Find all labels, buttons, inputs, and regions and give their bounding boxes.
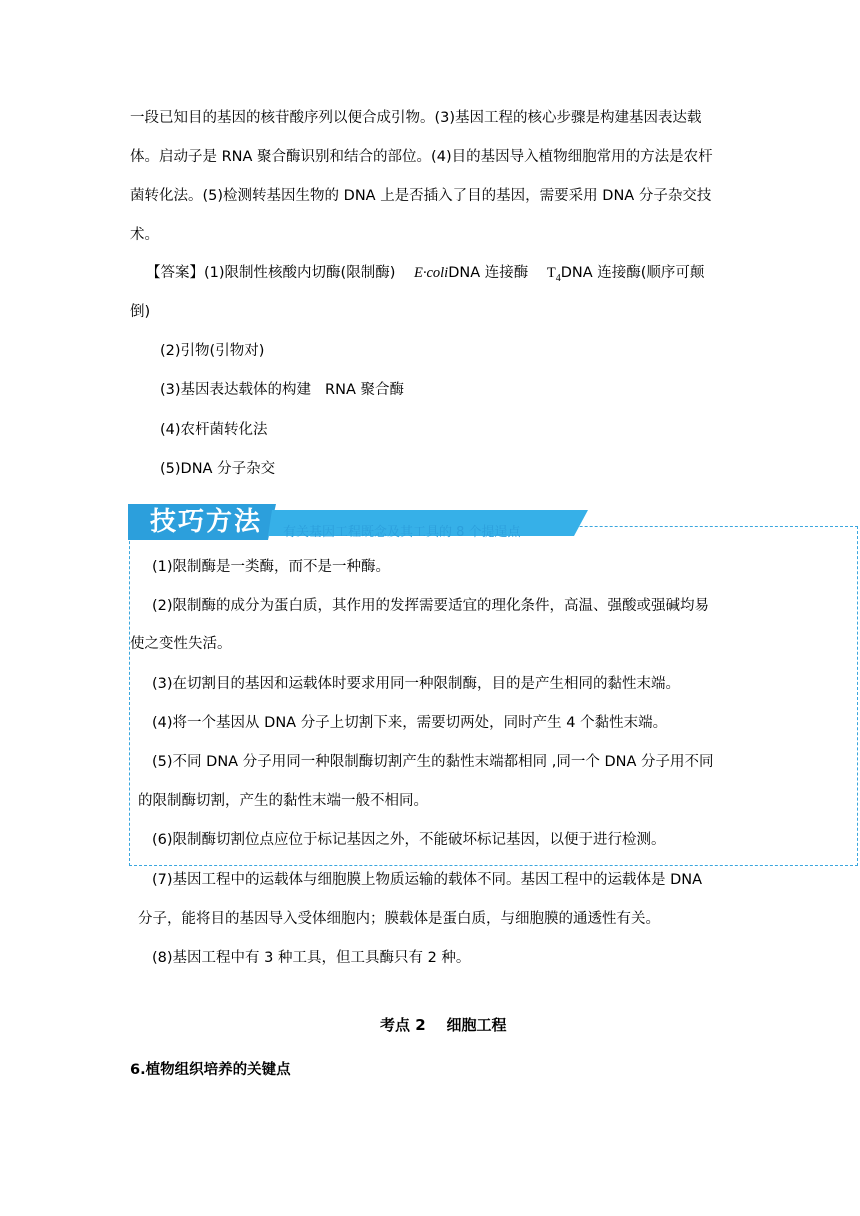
answer-ligase-2: DNA 连接酶(顺序可颠 xyxy=(560,265,705,281)
tip-3: (3)在切割目的基因和运载体时要求用同一种限制酶，目的是产生相同的黏性末端。 xyxy=(152,676,681,692)
answer-line-1 xyxy=(146,263,704,289)
answer-t4-sub: 4 xyxy=(555,272,561,284)
tip-7-line-1: (7)基因工程中的运载体与细胞膜上物质运输的载体不同。基因工程中的运载体是 DNA xyxy=(152,872,703,888)
answer-rna-polymerase: RNA 聚合酶 xyxy=(325,382,404,398)
answer-t4: T xyxy=(546,265,556,281)
explanation-line-3: 菌转化法。(5)检测转基因生物的 DNA 上是否插入了目的基因，需要采用 DNA 分子杂交技 xyxy=(130,188,712,204)
answer-line-3 xyxy=(160,380,404,400)
answer-ligase-1: DNA 连接酶 xyxy=(448,265,529,281)
tip-7-line-2: 分子，能将目的基因导入受体细胞内；膜载体是蛋白质，与细胞膜的通透性有关。 xyxy=(138,911,660,927)
section-subheading: 6.植物组织培养的关键点 xyxy=(130,1062,291,1078)
answer-item-1: (1)限制性核酸内切酶(限制酶) xyxy=(204,265,396,281)
tips-title: 技巧方法 xyxy=(150,507,263,537)
tip-8: (8)基因工程中有 3 种工具，但工具酶只有 2 种。 xyxy=(152,950,471,966)
answer-item-3: (3)基因表达载体的构建 xyxy=(160,382,312,398)
tip-2-line-1: (2)限制酶的成分为蛋白质，其作用的发挥需要适宜的理化条件，高温、强酸或强碱均易 xyxy=(152,598,710,614)
answer-line-1-cont: 倒) xyxy=(130,304,151,320)
explanation-line-1: 一段已知目的基因的核苷酸序列以便合成引物。(3)基因工程的核心步骤是构建基因表达载 xyxy=(130,110,702,126)
answer-item-4: (4)农杆菌转化法 xyxy=(160,422,268,438)
tip-5-line-2: 的限制酶切割，产生的黏性末端一般不相同。 xyxy=(138,793,428,809)
tip-4: (4)将一个基因从 DNA 分子上切割下来，需要切两处，同时产生 4 个黏性末端。 xyxy=(152,715,668,731)
explanation-line-2: 体。启动子是 RNA 聚合酶识别和结合的部位。(4)目的基因导入植物细胞常用的方法是农杆 xyxy=(130,149,713,165)
tip-1: (1)限制酶是一类酶，而不是一种酶。 xyxy=(152,559,391,575)
answer-label: 【答案】 xyxy=(146,265,204,281)
answer-ecoli: E·coli xyxy=(413,265,449,281)
tip-6: (6)限制酶切割位点应位于标记基因之外，不能破坏标记基因，以便于进行检测。 xyxy=(152,832,666,848)
tip-2-line-2: 使之变性失活。 xyxy=(130,636,232,652)
tip-5-line-1: (5)不同 DNA 分子用同一种限制酶切割产生的黏性末端都相同 ,同一个 DNA 分子用不同 xyxy=(152,754,714,770)
tips-subtitle: 有关基因工程既念及其工具的 8 个提逞点 xyxy=(283,525,521,540)
answer-item-2: (2)引物(引物对) xyxy=(160,343,265,359)
explanation-line-4: 术。 xyxy=(130,227,159,243)
section-title: 考点 2 细胞工程 xyxy=(380,1016,507,1034)
tips-box xyxy=(129,526,858,866)
answer-item-5: (5)DNA 分子杂交 xyxy=(160,461,276,477)
tips-banner xyxy=(128,504,588,540)
